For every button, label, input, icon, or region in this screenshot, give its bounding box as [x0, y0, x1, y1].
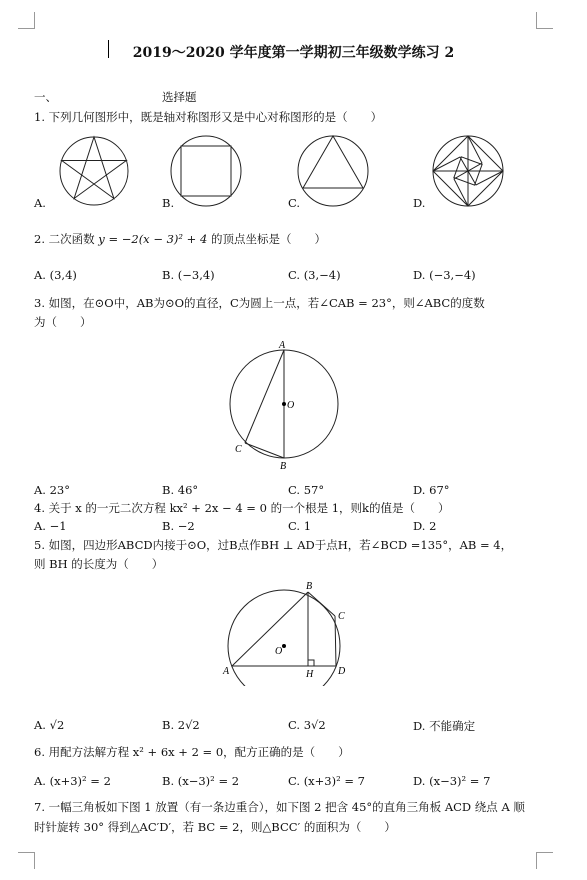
- q5-label-a: A: [223, 666, 230, 677]
- crop-mark-bottom-right: [536, 852, 553, 869]
- q3-label-c: C: [235, 444, 242, 455]
- q3-option-d: D. 67°: [413, 483, 450, 497]
- q5-label-c: C: [338, 611, 345, 622]
- page-title: 2019～2020 学年度第一学期初三年级数学练习 2: [132, 45, 455, 61]
- q6-text: 6. 用配方法解方程 x² + 6x + 2 = 0，配方正确的是（ ）: [34, 745, 350, 759]
- crop-mark-bottom-left: [18, 852, 35, 869]
- q5-figure-cyclic-quadrilateral: [220, 576, 360, 686]
- q1-figure-c-triangle-in-circle: [295, 133, 371, 209]
- q3-label-a: A: [279, 340, 286, 351]
- q5-label-b: B: [306, 581, 313, 592]
- q6-option-a: A. (x+3)² = 2: [34, 774, 111, 788]
- q1-option-a: A.: [34, 196, 46, 210]
- q4-option-c: C. 1: [288, 519, 312, 533]
- q2-option-a: A. (3,4): [34, 268, 77, 282]
- q3-line1: 3. 如图，在⊙O中，AB为⊙O的直径，C为圆上一点，若∠CAB = 23°，则∠ABC的度数: [34, 296, 485, 310]
- q2-text-pre: 2. 二次函数: [34, 232, 95, 246]
- q3-option-b: B. 46°: [162, 483, 199, 497]
- q5-option-a: A. √2: [34, 718, 65, 732]
- q4-text: 4. 关于 x 的一元二次方程 kx² + 2x − 4 = 0 的一个根是 1，则k的值是（ ）: [34, 501, 450, 515]
- q1-figure-b-circle-in-square: [168, 133, 244, 209]
- q5-option-d: D. 不能确定: [413, 719, 476, 733]
- q5-label-h: H: [306, 669, 314, 680]
- q5-line1: 5. 如图，四边形ABCD内接于⊙O，过B点作BH ⊥ AD于点H，若∠BCD =135°，AB = 4，: [34, 538, 513, 552]
- q2-option-d: D. (−3,−4): [413, 268, 476, 282]
- q4-option-b: B. −2: [162, 519, 195, 533]
- section-number: 一、: [34, 90, 57, 104]
- q5-option-c: C. 3√2: [288, 718, 326, 732]
- q2-text-post: 的顶点坐标是（ ）: [210, 232, 326, 246]
- q1-option-b: B.: [162, 196, 175, 210]
- q3-label-o: O: [287, 400, 295, 411]
- q1-figure-d-pinwheel-square: [430, 133, 506, 209]
- q3-figure-circle-diameter: [225, 336, 345, 472]
- q3-line2: 为（ ）: [34, 315, 92, 329]
- q1-option-c: C.: [288, 196, 301, 210]
- crop-mark-top-left: [18, 12, 35, 29]
- q5-label-o: O: [275, 646, 283, 657]
- q4-option-a: A. −1: [34, 519, 67, 533]
- q3-option-c: C. 57°: [288, 483, 325, 497]
- section-label: 选择题: [162, 90, 197, 104]
- q1-figure-a-star-in-circle: [56, 133, 132, 209]
- q3-option-a: A. 23°: [34, 483, 70, 497]
- q1-text: 1. 下列几何图形中，既是轴对称图形又是中心对称图形的是（ ）: [34, 110, 383, 124]
- q2-option-b: B. (−3,4): [162, 268, 215, 282]
- q3-label-b: B: [280, 461, 287, 472]
- q2-formula: y = −2(x − 3)² + 4: [98, 232, 208, 246]
- q1-option-d: D.: [413, 196, 426, 210]
- q5-line2: 则 BH 的长度为（ ）: [34, 557, 164, 571]
- q5-label-d: D: [338, 666, 346, 677]
- q2-text: [34, 232, 326, 246]
- crop-mark-top-right: [536, 12, 553, 29]
- q6-option-c: C. (x+3)² = 7: [288, 774, 365, 788]
- q7-line1: 7. 一幅三角板如下图 1 放置（有一条边重合），如下图 2 把含 45°的直角三角板 ACD 绕点 A 顺: [34, 800, 525, 814]
- q5-option-b: B. 2√2: [162, 718, 200, 732]
- q6-option-d: D. (x−3)² = 7: [413, 774, 491, 788]
- q4-option-d: D. 2: [413, 519, 437, 533]
- q6-option-b: B. (x−3)² = 2: [162, 774, 240, 788]
- q2-option-c: C. (3,−4): [288, 268, 341, 282]
- q7-line2: 时针旋转 30° 得到△AC′D′，若 BC = 2，则△BCC′ 的面积为（ ）: [34, 820, 396, 834]
